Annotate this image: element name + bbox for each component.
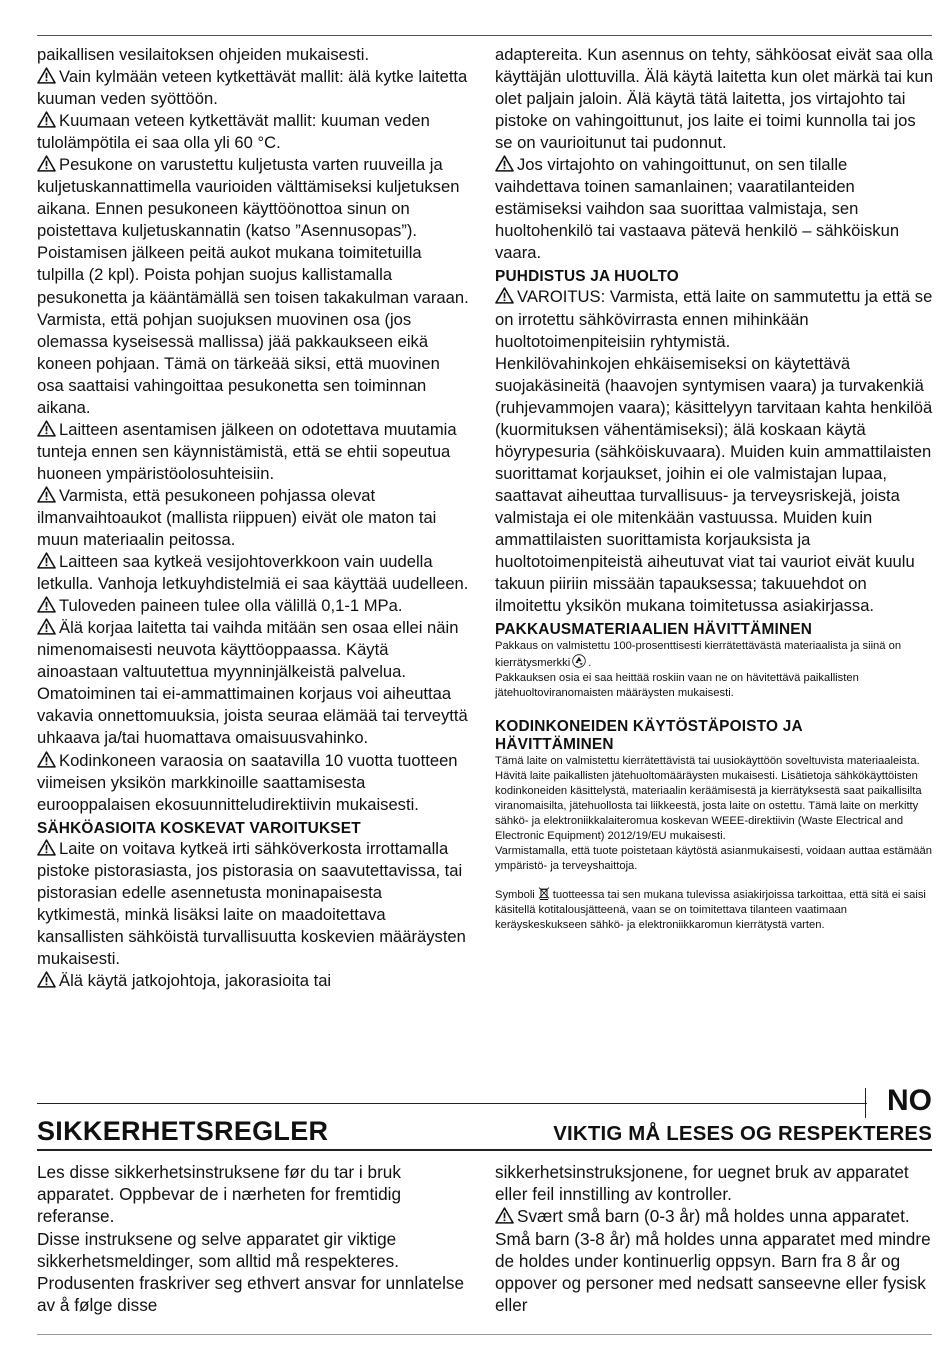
fi-left-p9-wrap (37, 617, 469, 749)
fi-left-p6-wrap (37, 485, 469, 551)
fi-left-p3-wrap (37, 110, 469, 154)
fi-left-p7: Laitteen saa kytkeä vesijohtoverkkoon vain uudella letkulla. Vanhoja letkuyhdistelmiä ei saa käyttää uudelleen. (37, 552, 469, 594)
fi-left-p12-wrap (37, 970, 469, 992)
warning-triangle-icon (37, 751, 56, 768)
language-code: NO (887, 1084, 932, 1117)
warning-triangle-icon (37, 420, 56, 437)
warning-triangle-icon (37, 618, 56, 635)
no-right-p1: sikkerhetsinstruksjonene, for uegnet bruk av apparatet eller feil innstilling av kontroller. (495, 1162, 909, 1205)
title-underline (37, 1149, 932, 1151)
fi-dispose-p2: Varmistamalla, että tuote poistetaan käytöstä asianmukaisesti, voidaan auttaa estämään ympäristö- ja terveyshaittoja. (495, 845, 932, 873)
warning-triangle-icon (37, 486, 56, 503)
fi-left-p5-wrap (37, 419, 469, 485)
fi-left-p5: Laitteen asentamisen jälkeen on odotettava muutamia tunteja ennen sen käynnistämistä, että se ehtii sopeutua huoneen ympäristöolosuhteisiin. (37, 419, 457, 483)
no-left-column (37, 1161, 477, 1316)
fi-left-p8-wrap (37, 595, 469, 617)
no-left-p2: Disse instruksene og selve apparatet gir viktige sikkerhetsmeldinger, som alltid må respekteres. Produsenten fraskriver seg ethvert ansvar for unnlatelse av å følge disse (37, 1228, 465, 1316)
no-right-p2-wrap (495, 1205, 935, 1316)
fi-left-p4-wrap (37, 154, 469, 419)
fi-right-p2-wrap (495, 154, 935, 264)
spacer (495, 874, 935, 886)
spacer (495, 702, 935, 714)
page-title: SIKKERHETSREGLER (37, 1116, 329, 1146)
fi-clean-heading: PUHDISTUS JA HUOLTO (495, 268, 679, 286)
fi-right-p4: Henkilövahinkojen ehkäisemiseksi on käytettävä suojakäsineitä (haavojen syntymisen vaara) ja turvakenkiä (ruhjevammojen vaara); käsittelyyn tarvitaan kahta henkilöä (kuormituksen vähentämiseksi); älä koskaan käytä höyrypesuria (sähköiskuvaara). Muiden kuin ammattilaisten suorittamat korjaukset, joihin ei ole valmistajan lupaa, saattavat aiheuttaa turvallisuus- ja terveysriskejä, joista valmistaja ei ole mitenkään vastuussa. Muiden kuin ammattilaisten suorittamista korjauksista ja huoltotoimenpiteistä aiheutuvat viat tai vauriot eivät kuulu takuun piiriin missään tapauksessa; takuuehdot on ilmoitettu yksikön mukana toimitetussa asiakirjassa. (495, 353, 933, 616)
warning-triangle-icon (495, 155, 514, 172)
fi-pack-p1: Pakkaus on valmistettu 100-prosenttisesti kierrätettävästä materiaalista ja siinä on kierrätysmerkki (495, 640, 902, 670)
fi-left-p11-wrap (37, 838, 469, 970)
warning-triangle-icon (37, 67, 56, 84)
no-right-p2: Svært små barn (0-3 år) må holdes unna apparatet. Små barn (3-8 år) må holdes unna apparatet med mindre de holdes under kontinuerlig oppsyn. Barn fra 8 år og oppover og personer med nedsatt sanseevne eller fysisk eller (495, 1206, 931, 1316)
fi-left-p12: Älä käytä jatkojohtoja, jakorasioita tai (59, 970, 332, 990)
fi-dispose-p1: Tämä laite on valmistettu kierrätettävistä tai uusiokäyttöön soveltuvista materiaaleista. Hävitä laite paikallisten jätehuoltomääräysten mukaisesti. Lisätietoja sähkökäyttöisten kodinkoneiden käsittelystä, materiaalin keräämisestä ja kierrätyksestä saat paikallisilta viranomaisilta, jätehuollosta tai liikkeestä, josta laite on ostettu. Tämä laite on merkitty sähkö- ja elektroniikkalaiteromua koskevan WEEE-direktiivin (Waste Electrical and Electronic Equipment) 2012/19/EU mukaisesti. (495, 754, 922, 843)
fi-right-column (495, 44, 935, 934)
fi-right-p3-wrap (495, 286, 935, 352)
fi-right-p2: Jos virtajohto on vahingoittunut, on sen tilalle vaihdettava toinen samanlainen; vaaratilanteiden estämiseksi vaihdon saa suorittaa valmistaja, sen huoltohenkilö tai vastaava pätevä henkilö – sähköiskun vaara. (495, 155, 900, 263)
fi-dispose-p3-start: Symboli (495, 889, 535, 902)
warning-triangle-icon (37, 155, 56, 172)
warning-triangle-icon (37, 552, 56, 569)
recycling-icon (572, 654, 586, 668)
no-section-rule (37, 1103, 867, 1104)
fi-left-p2: Vain kylmään veteen kytkettävät mallit: älä kytke laitetta kuuman veden syöttöön. (37, 67, 468, 109)
fi-dispose-p3-wrap (495, 886, 935, 933)
page-subtitle: VIKTIG MÅ LESES OG RESPEKTERES (553, 1123, 932, 1145)
fi-left-p10-wrap (37, 750, 469, 816)
fi-right-p1: adaptereita. Kun asennus on tehty, sähköosat eivät saa olla käyttäjän ulottuvilla. Älä käytä laitetta kun olet märkä tai kun olet paljain jaloin. Älä käytä tätä laitetta, jos virtajohto tai pistoke on vahingoittunut, jos laite ei toimi kunnolla tai jos se on vaurioitunut tai pudonnut. (495, 45, 934, 153)
fi-left-p4: Pesukone on varustettu kuljetusta varten ruuveilla ja kuljetuskannattimella vaurioiden välttämiseksi kuljetuksen aikana. Ennen pesukoneen käyttöönottoa sinun on poistettava kuljetuskannatin (katso ”Asennusopas”). Poistamisen jälkeen peitä aukot mukana toimitetuilla tulpilla (2 kpl). Poista pohjan suojus kallistamalla pesukonetta ja kääntämällä sen toisen takakulman varaan. Varmista, että pohjan suojuksen muovinen osa (jos olemassa kyseisessä mallissa) jää pakkaukseen eikä koneen pohjaan. Tämä on tärkeää siksi, että muovinen osa saattaisi vahingoittaa pesukonetta sen toiminnan aikana. (37, 155, 469, 417)
fi-right-p3: VAROITUS: Varmista, että laite on sammutettu ja että se on irrotettu sähkövirrasta ennen mihinkään huoltotoimenpiteisiin ryhtymistä. (495, 287, 933, 351)
fi-pack-p1-end: . (588, 657, 592, 670)
fi-left-p10: Kodinkoneen varaosia on saatavilla 10 vuotta tuotteen viimeisen yksikön markkinoille saattamisesta eurooppalaisen ekosuunnitteludirektiivin mukaisesti. (37, 750, 458, 814)
weee-bin-icon (537, 886, 551, 900)
no-left-p1: Les disse sikkerhetsinstruksene før du tar i bruk apparatet. Oppbevar de i nærheten for fremtidig referanse. (37, 1162, 402, 1227)
no-section-rule-end (865, 1088, 866, 1118)
fi-left-p6: Varmista, että pesukoneen pohjassa olevat ilmanvaihtoaukot (mallista riippuen) eivät ole maton tai muun materiaalin peitossa. (37, 485, 437, 550)
fi-left-p7-wrap (37, 551, 469, 595)
fi-pack-heading: PAKKAUSMATERIAALIEN HÄVITTÄMINEN (495, 621, 813, 639)
fi-left-column (37, 44, 469, 992)
warning-triangle-icon (37, 839, 56, 856)
warning-triangle-icon (37, 596, 56, 613)
fi-left-p2-wrap (37, 66, 469, 110)
fi-pack-p1-wrap (495, 639, 935, 671)
fi-left-p3: Kuumaan veteen kytkettävät mallit: kuuman veden tulolämpötila ei saa olla yli 60 °C. (37, 111, 430, 153)
top-rule (37, 35, 932, 36)
warning-triangle-icon (495, 1207, 514, 1224)
fi-left-p9: Älä korjaa laitetta tai vaihda mitään sen osaa ellei näin nimenomaisesti neuvota käyttöoppaassa. Käytä ainoastaan valtuutettua myynninjälkeistä palvelua. Omatoiminen tai ei-ammattimainen korjaus voi aiheuttaa vakavia onnettomuuksia, joista seuraa elämää tai terveyttä uhkaava ja/tai huomattava omaisuusvahinko. (37, 618, 468, 748)
warning-triangle-icon (37, 971, 56, 988)
fi-dispose-p3: tuotteessa tai sen mukana tulevissa asiakirjoissa tarkoittaa, että sitä ei saisi käsitellä kotitalousjätteenä, vaan se on toimitettava tilanteen vaatimaan keräyskeskukseen sähkö- ja elektroniikkaromun kierrätystä varten. (495, 889, 926, 932)
warning-triangle-icon (495, 287, 514, 304)
fi-left-p11: Laite on voitava kytkeä irti sähköverkosta irrottamalla pistoke pistorasiasta, jos pistorasia on saavutettavissa, tai pistorasian edelle asennetusta moninapaisesta kytkimestä, minkä lisäksi laite on maadoitettava kansallisten sähköistä turvallisuutta koskevien määräysten mukaisesti. (37, 838, 466, 968)
fi-dispose-heading: KODINKONEIDEN KÄYTÖSTÄPOISTO JA HÄVITTÄMINEN (495, 717, 803, 753)
no-right-column (495, 1161, 935, 1316)
fi-left-p1: paikallisen vesilaitoksen ohjeiden mukaisesti. (37, 45, 370, 64)
fi-pack-p2: Pakkauksen osia ei saa heittää roskiin vaan ne on hävitettävä paikallisten jätehuoltoviranomaisten määräysten mukaisesti. (495, 672, 859, 700)
bottom-rule (37, 1334, 932, 1335)
warning-triangle-icon (37, 111, 56, 128)
fi-electric-heading: SÄHKÖASIOITA KOSKEVAT VAROITUKSET (37, 819, 361, 837)
fi-left-p8: Tuloveden paineen tulee olla välillä 0,1-1 MPa. (59, 596, 403, 616)
